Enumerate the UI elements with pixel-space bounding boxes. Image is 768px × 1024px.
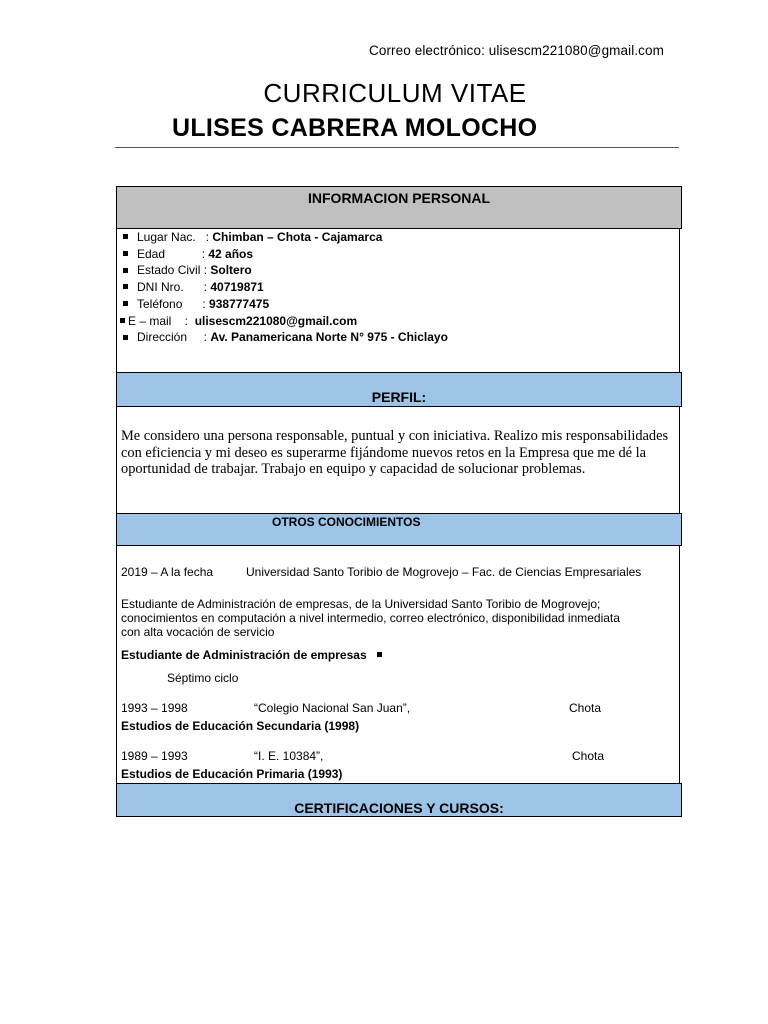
secondary-title: Estudios de Educación Secundaria (1998) bbox=[121, 719, 360, 733]
list-item bbox=[120, 262, 448, 279]
bullet-icon bbox=[123, 251, 128, 256]
item-value: 40719871 bbox=[210, 280, 264, 295]
university-name: Universidad Santo Toribio de Mogrovejo – Fac. de Ciencias Empresariales bbox=[246, 565, 642, 579]
list-item bbox=[120, 296, 448, 313]
document-title: CURRICULUM VITAE bbox=[263, 78, 527, 108]
bullet-icon bbox=[123, 268, 128, 273]
item-label: DNI Nro. : bbox=[137, 280, 211, 295]
primary-dates: 1989 – 1993 bbox=[121, 749, 188, 763]
item-value: 42 años bbox=[208, 246, 254, 261]
secondary-school: “Colegio Nacional San Juan”, bbox=[254, 701, 411, 715]
section-header-personal: INFORMACION PERSONAL bbox=[116, 186, 682, 229]
perfil-paragraph: Me considero una persona responsable, puntual y con iniciativa. Realizo mis responsabilidades con eficiencia y mi deseo es superarme fijándome nuevos retos en la Empresa que me dé la oportunidad de trabajar. Trabajo en equipo y capacidad de solucionar problemas. bbox=[121, 428, 669, 477]
person-name: ULISES CABRERA MOLOCHO bbox=[172, 114, 538, 142]
item-value: Soltero bbox=[210, 263, 252, 278]
list-item bbox=[120, 246, 448, 263]
item-value: ulisescm221080@gmail.com bbox=[194, 313, 358, 328]
section-header-otros: OTROS CONOCIMIENTOS bbox=[116, 513, 682, 546]
primary-title: Estudios de Educación Primaria (1993) bbox=[121, 767, 343, 781]
bullet-icon bbox=[123, 234, 128, 239]
item-label: Estado Civil : bbox=[137, 263, 211, 278]
header-divider bbox=[115, 147, 679, 148]
role-text: Estudiante de Administración de empresas bbox=[121, 648, 367, 662]
study-description-line: conocimientos en computación a nivel intermedio, correo electrónico, disponibilidad inmediata bbox=[121, 611, 620, 625]
primary-city: Chota bbox=[572, 749, 605, 763]
primary-school: “I. E. 10384”, bbox=[254, 749, 324, 763]
item-label: E – mail : bbox=[128, 313, 195, 328]
item-value: Av. Panamericana Norte N° 975 - Chiclayo bbox=[210, 330, 448, 345]
secondary-dates: 1993 – 1998 bbox=[121, 701, 188, 715]
secondary-city: Chota bbox=[569, 701, 602, 715]
study-description-line: con alta vocación de servicio bbox=[121, 625, 275, 639]
list-item bbox=[120, 279, 448, 296]
bullet-icon bbox=[123, 284, 128, 289]
email-header: Correo electrónico: ulisescm221080@gmail.com bbox=[369, 43, 664, 58]
section-header-certificaciones: CERTIFICACIONES Y CURSOS: bbox=[116, 783, 682, 817]
bullet-icon bbox=[377, 652, 382, 657]
bullet-icon bbox=[123, 335, 128, 340]
item-label: Teléfono : bbox=[137, 296, 210, 311]
bullet-icon bbox=[120, 318, 125, 323]
list-item bbox=[120, 329, 448, 346]
item-label: Lugar Nac. : bbox=[137, 230, 213, 244]
section-header-perfil: PERFIL: bbox=[116, 372, 682, 407]
item-value: 938777475 bbox=[209, 296, 270, 311]
item-label: Dirección : bbox=[137, 330, 211, 345]
current-role bbox=[121, 648, 382, 662]
bullet-icon bbox=[123, 301, 128, 306]
item-label: Edad : bbox=[137, 246, 209, 261]
list-item bbox=[120, 229, 448, 246]
list-item bbox=[120, 313, 448, 330]
personal-info-list bbox=[120, 229, 448, 346]
university-dates: 2019 – A la fecha bbox=[121, 565, 214, 579]
study-description-line: Estudiante de Administración de empresas, de la Universidad Santo Toribio de Mogrovejo; bbox=[121, 597, 601, 611]
cycle-label: Séptimo ciclo bbox=[167, 671, 239, 685]
item-value: Chimban – Chota - Cajamarca bbox=[212, 230, 383, 244]
